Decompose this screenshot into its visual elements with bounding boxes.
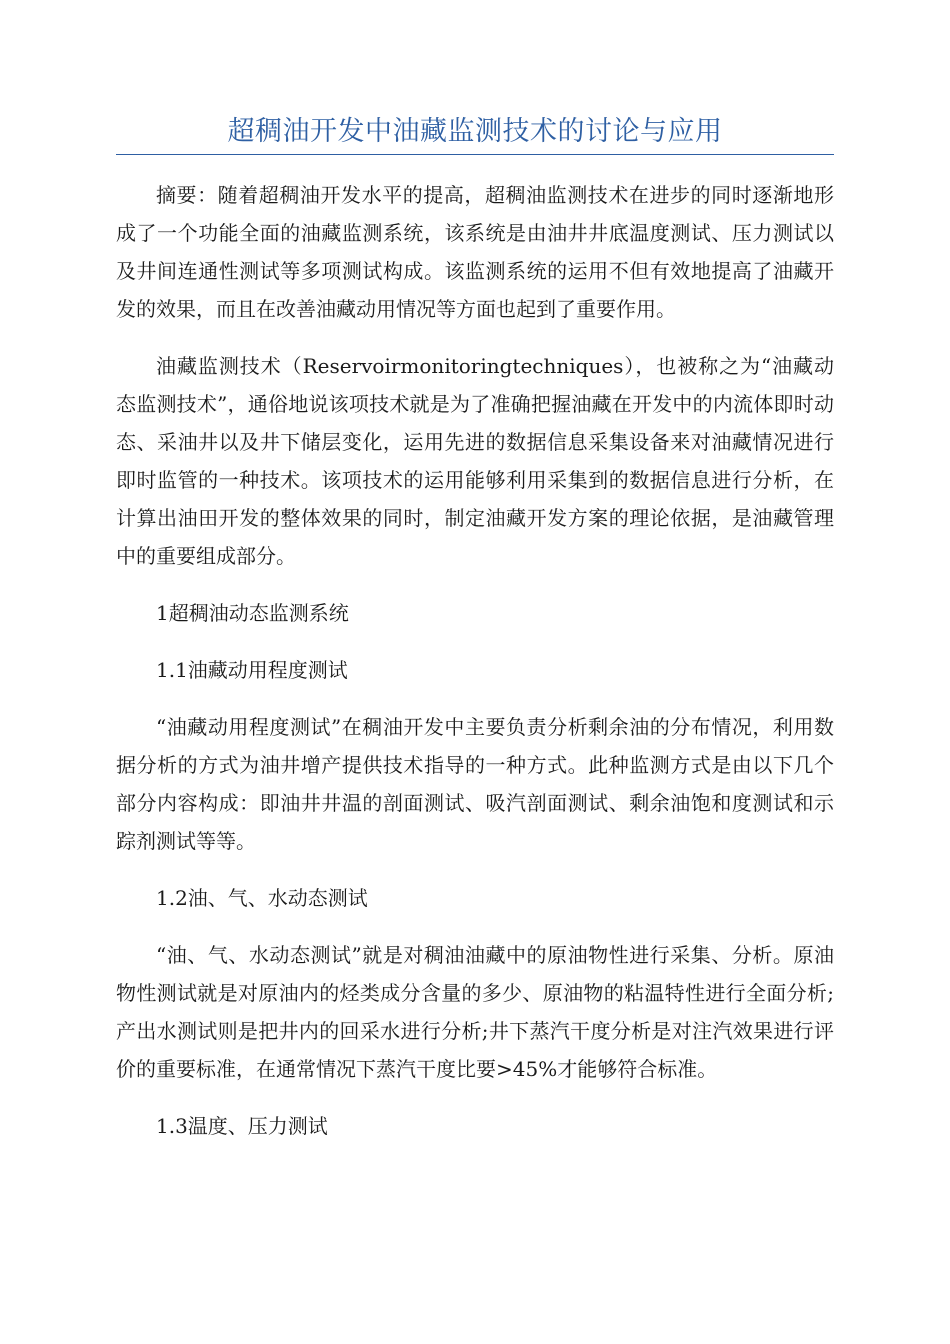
section-heading-1-3: 1.3温度、压力测试 [156, 1114, 328, 1138]
section-heading-1-1: 1.1油藏动用程度测试 [156, 658, 348, 682]
section-1-1-paragraph: “油藏动用程度测试”在稠油开发中主要负责分析剩余油的分布情况，利用数据分析的方式为油井增产提供技术指导的一种方式。此种监测方式是由以下几个部分内容构成：即油井井温的剖面测试、吸汽剖面测试、剩余油饱和度测试和示踪剂测试等等。 [116, 715, 834, 853]
section-heading-1: 1超稠油动态监测系统 [156, 601, 349, 625]
title-underline [116, 154, 834, 155]
intro-paragraph: 油藏监测技术（Reservoirmonitoringtechniques），也被称之为“油藏动态监测技术”，通俗地说该项技术就是为了准确把握油藏在开发中的内流体即时动态、采油井以及井下储层变化，运用先进的数据信息采集设备来对油藏情况进行即时监管的一种技术。该项技术的运用能够利用采集到的数据信息进行分析，在计算出油田开发的整体效果的同时，制定油藏开发方案的理论依据，是油藏管理中的重要组成部分。 [116, 354, 834, 568]
abstract-paragraph: 摘要：随着超稠油开发水平的提高，超稠油监测技术在进步的同时逐渐地形成了一个功能全面的油藏监测系统，该系统是由油井井底温度测试、压力测试以及井间连通性测试等多项测试构成。该监测系统的运用不但有效地提高了油藏开发的效果，而且在改善油藏动用情况等方面也起到了重要作用。 [116, 183, 834, 321]
document-title: 超稠油开发中油藏监测技术的讨论与应用 [227, 116, 723, 147]
section-1-2-paragraph: “油、气、水动态测试”就是对稠油油藏中的原油物性进行采集、分析。原油物性测试就是对原油内的烃类成分含量的多少、原油物的粘温特性进行全面分析;产出水测试则是把井内的回采水进行分析;井下蒸汽干度分析是对注汽效果进行评价的重要标准，在通常情况下蒸汽干度比要>45%才能够符合标准。 [116, 943, 834, 1081]
document-body [116, 176, 834, 1164]
section-heading-1-2: 1.2油、气、水动态测试 [156, 886, 368, 910]
